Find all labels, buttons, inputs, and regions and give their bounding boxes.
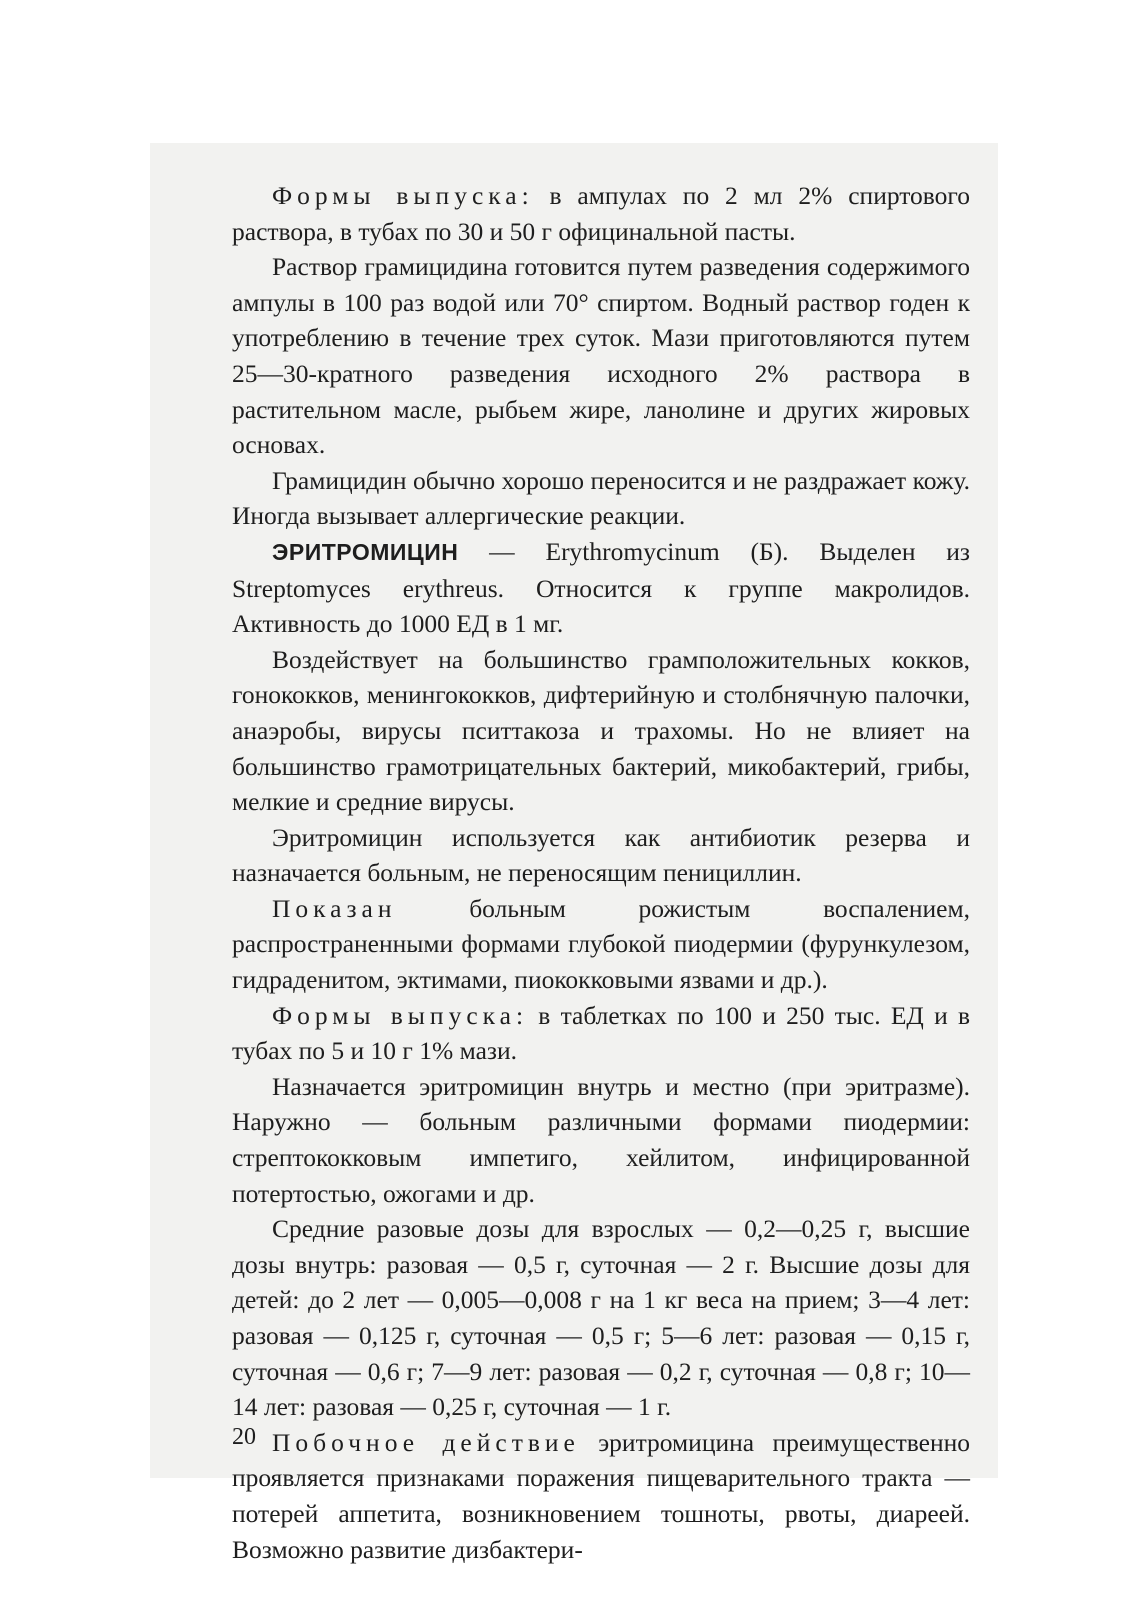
spaced-term: Формы выпуска: — [272, 1000, 529, 1030]
paragraph-text: Воздействует на большинство грамположительных кокков, гонококков, менингококков, дифтерийную и столбнячную палочки, анаэробы, вирусы пситтакоза и трахомы. Но не влияет на большинство грамотрицательных бактерий, микобактерий, грибы, мелкие и средние вирусы. — [232, 644, 970, 817]
paragraph-text: больным рожистым воспалением, распространенными формами глубокой пиодермии (фурункулезом, гидраденитом, эктимами, пиококковыми язвами и др.). — [232, 893, 970, 995]
paragraph-side-effects — [232, 1425, 970, 1567]
paragraph-doses — [232, 1211, 970, 1425]
paragraph-text: эритромицина преимущественно проявляется признаками поражения пищеварительного тракта — потерей аппетита, возникновением тошноты, рвоты, диареей. Возможно развитие дизбактери- — [232, 1427, 970, 1564]
spaced-term: Формы выпуска: — [272, 181, 534, 210]
drug-heading: ЭРИТРОМИЦИН — [272, 538, 459, 565]
paragraph-tolerance — [232, 463, 970, 534]
paragraph-forms-erythromycin — [232, 998, 970, 1069]
paragraph-preparation — [232, 249, 970, 463]
paragraph-text: — Erythromycinum (Б). Выделен из Streptomyces erythreus. Относится к группе макролидов. Активность до 1000 ЕД в 1 мг. — [232, 536, 970, 639]
page-number: 20 — [232, 1424, 256, 1450]
paragraph-indications — [232, 891, 970, 998]
paragraph-reserve — [232, 820, 970, 891]
paragraph-administration — [232, 1069, 970, 1211]
paragraph-text: Назначается эритромицин внутрь и местно (при эритразме). Наружно — больным различными формами пиодермии: стрептококковым импетиго, хейлитом, инфицированной потертостью, ожогами и др. — [232, 1071, 970, 1208]
paragraph-text: в таблетках по 100 и 250 тыс. ЕД и в тубах по 5 и 10 г 1% мази. — [232, 1000, 970, 1066]
paragraph-text: Грамицидин обычно хорошо переносится и не раздражает кожу. Иногда вызывает аллергические реакции. — [232, 465, 970, 531]
page-text — [232, 178, 970, 1567]
spaced-term: Побочное действие — [272, 1427, 580, 1457]
paragraph-text: Раствор грамицидина готовится путем разведения содержимого ампулы в 100 раз водой или 70° спиртом. Водный раствор годен к употреблению в течение трех суток. Мази приготовляются путем 25—30-кратного разведения исходного 2% раствора в растительном масле, рыбьем жире, ланолине и других жировых основах. — [232, 252, 970, 460]
paragraph-text: в ампулах по 2 мл 2% спиртового раствора, в тубах по 30 и 50 г официнальной пасты. — [232, 181, 970, 246]
spaced-term: Показан — [272, 893, 397, 923]
paragraph-text: Средние разовые дозы для взрослых — 0,2—0,25 г, высшие дозы внутрь: разовая — 0,5 г, суточная — 2 г. Высшие дозы для детей: до 2 лет — 0,005—0,008 г на 1 кг веса на прием; 3—4 лет: разовая — 0,125 г, суточная — 0,5 г; 5—6 лет: разовая — 0,15 г, суточная — 0,6 г; 7—9 лет: разовая — 0,2 г, суточная — 0,8 г; 10—14 лет: разовая — 0,25 г, суточная — 1 г. — [232, 1214, 970, 1422]
paragraph-spectrum — [232, 642, 970, 820]
paragraph-forms-gramicidin — [232, 178, 970, 249]
paragraph-text: Эритромицин используется как антибиотик резерва и назначается больным, не переносящим пенициллин. — [232, 822, 970, 888]
paragraph-erythromycin-heading — [232, 534, 970, 642]
